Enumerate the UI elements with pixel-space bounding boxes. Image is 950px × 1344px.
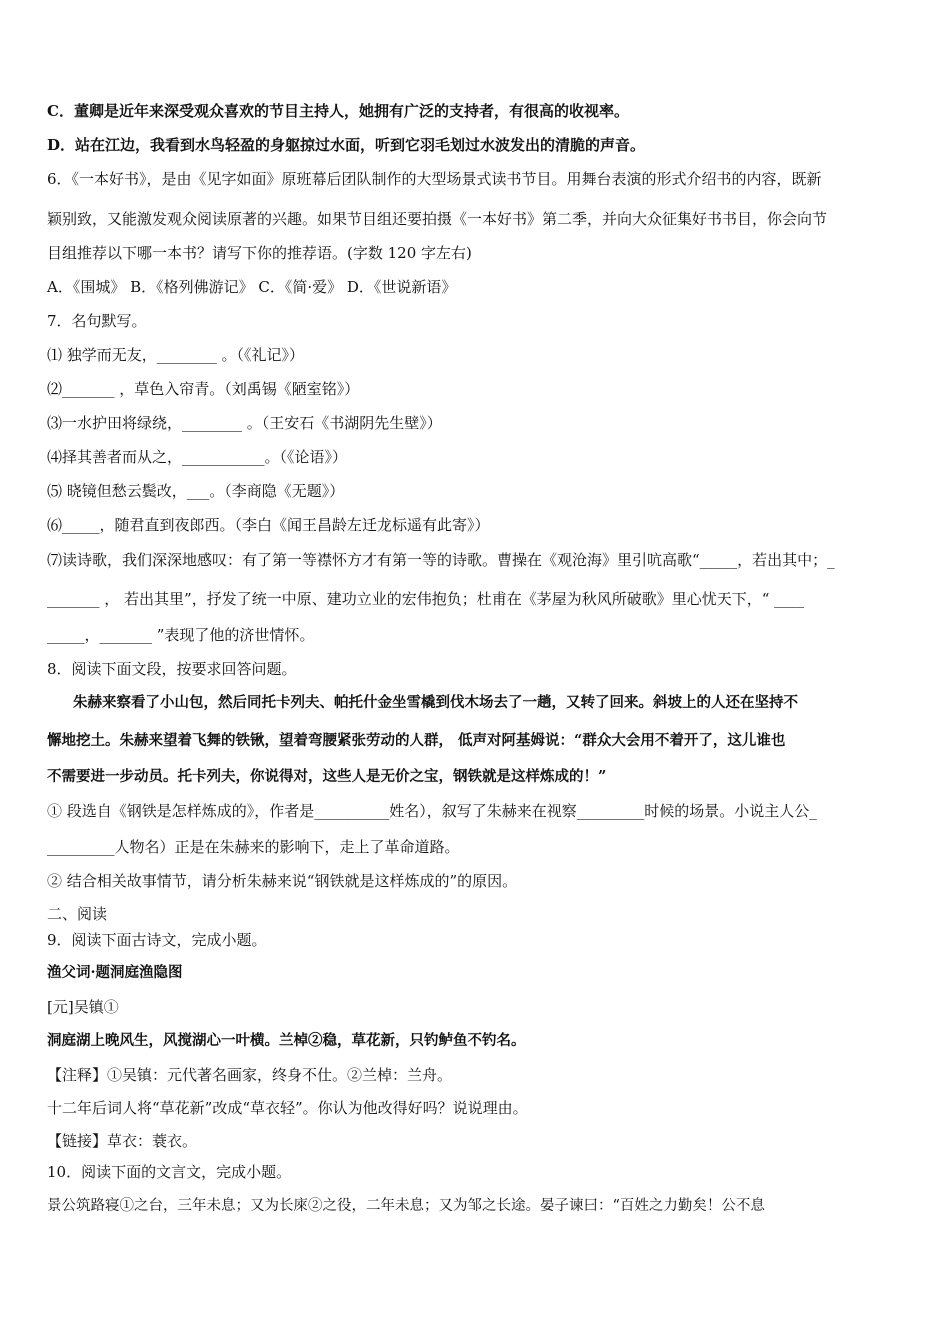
poem-text: 洞庭湖上晚风生，风搅湖心一叶横。兰棹②稳，草花新，只钓鲈鱼不钓名。 xyxy=(47,1032,526,1049)
question-9-title: 9．阅读下面古诗文，完成小题。 xyxy=(47,931,267,949)
question-6-line-2: 颖别致，又能激发观众阅读原著的兴趣。如果节目组还要拍摄《一本好书》第二季，并向大众征集好书书目，你会向节 xyxy=(47,210,828,228)
question-7-item-6: ⑹_____，随君直到夜郎西。（李白《闻王昌龄左迁龙标遥有此寄》） xyxy=(47,516,490,534)
question-9-prompt: 十二年后词人将“草花新”改成“草衣轻”。你认为他改得好吗？说说理由。 xyxy=(47,1099,528,1117)
classical-text-line-1: 景公筑路寝①之台，三年未息；又为长庲②之役，二年未息；又为邹之长途。晏子谏曰：“百姓之力勤矣！公不息 xyxy=(47,1198,765,1214)
question-7-item-7-line-2: _______ ， 若出其里”，抒发了统一中原、建功立业的宏伟抱负；杜甫在《茅屋为秋风所破歌》里心忧天下，“ ____ xyxy=(47,590,805,608)
poem-title: 渔父词·题洞庭渔隐图 xyxy=(47,964,183,981)
poem-author: [元]吴镇① xyxy=(47,998,119,1016)
section-heading-reading: 二、阅读 xyxy=(47,905,108,923)
passage-line-1: 朱赫来察看了小山包，然后同托卡列夫、帕托什金坐雪橇到伐木场去了一趟，又转了回来。斜坡上的人还在坚持不 xyxy=(73,694,798,711)
question-6-line-3: 目组推荐以下哪一本书？请写下你的推荐语。(字数 120 字左右) xyxy=(47,244,472,262)
question-7-item-3: ⑶一水护田将绿绕，________ 。（王安石《书湖阴先生壁》） xyxy=(47,414,442,432)
passage-line-2: 懈地挖土。朱赫来望着飞舞的铁锹，望着弯腰紧张劳动的人群， 低声对阿基姆说：“群众大会用不着开了，这儿谁也 xyxy=(47,732,786,749)
poem-notes: 【注释】①吴镇：元代著名画家，终身不仕。②兰棹：兰舟。 xyxy=(47,1066,453,1084)
question-8-sub-1-line-2: _________人物名）正是在朱赫来的影响下，走上了革命道路。 xyxy=(47,838,460,856)
question-8-sub-1-line-1: ① 段选自《钢铁是怎样炼成的》，作者是__________姓名），叙写了朱赫来在视察_________时候的场景。小说主人公_ xyxy=(47,802,817,820)
question-7-item-4: ⑷择其善者而从之，___________。（《论语》） xyxy=(47,448,348,466)
question-10-title: 10．阅读下面的文言文，完成小题。 xyxy=(47,1163,292,1181)
question-7-item-2: ⑵_______ ，草色入帘青。（刘禹锡《陋室铭》） xyxy=(47,380,360,398)
question-8-sub-2: ② 结合相关故事情节，请分析朱赫来说“钢铁就是这样炼成的”的原因。 xyxy=(47,872,518,890)
passage-line-3: 不需要进一步动员。托卡列夫，你说得对，这些人是无价之宝，钢铁就是这样炼成的！” xyxy=(47,768,607,785)
question-7-item-5: ⑸ 晓镜但愁云鬓改，___。（李商隐《无题》） xyxy=(47,482,345,500)
question-7-item-7-line-1: ⑺读诗歌，我们深深地感叹：有了第一等襟怀方才有第一等的诗歌。曹操在《观沧海》里引吭高歌“_____，若出其中；_ xyxy=(47,551,835,569)
option-c-line: C．董卿是近年来深受观众喜欢的节目主持人，她拥有广泛的支持者，有很高的收视率。 xyxy=(47,102,629,120)
question-7-title: 7．名句默写。 xyxy=(47,312,147,330)
question-6-line-1: 6．《一本好书》，是由《见字如面》原班幕后团队制作的大型场景式读书节目。用舞台表演的形式介绍书的内容，既新 xyxy=(47,170,822,188)
poem-link-note: 【链接】草衣：蓑衣。 xyxy=(47,1132,198,1150)
question-7-item-1: ⑴ 独学而无友，________ 。（《礼记》） xyxy=(47,346,305,364)
question-7-item-7-line-3: _____，_______ ”表现了他的济世情怀。 xyxy=(47,626,315,644)
question-6-options: A．《围城》 B．《格列佛游记》 C．《简·爱》 D．《世说新语》 xyxy=(47,278,457,296)
option-d-line: D．站在江边，我看到水鸟轻盈的身躯掠过水面，听到它羽毛划过水波发出的清脆的声音。 xyxy=(47,136,646,154)
question-8-title: 8．阅读下面文段，按要求回答问题。 xyxy=(47,660,297,678)
